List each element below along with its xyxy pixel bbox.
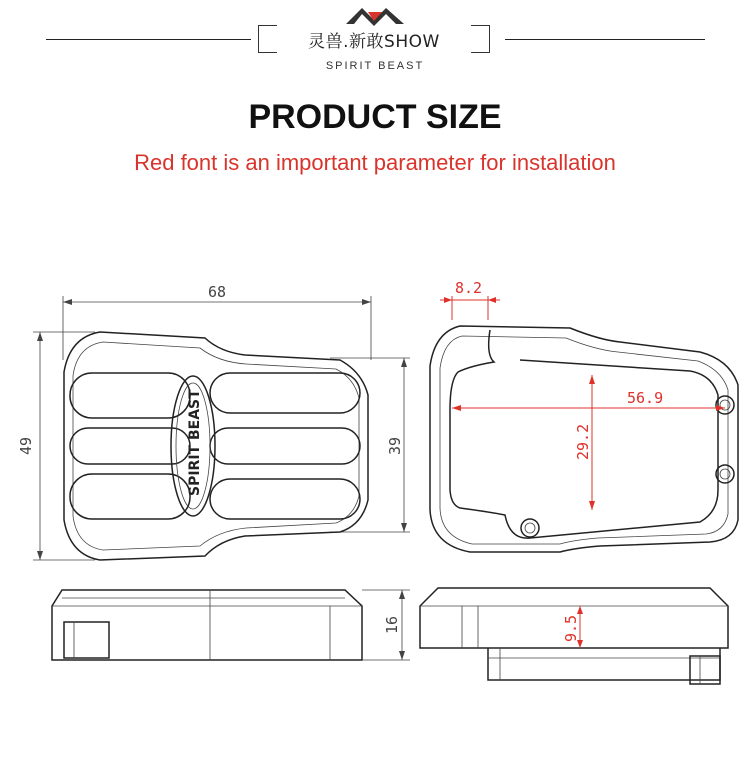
dim-step-height: 9.5 — [562, 614, 580, 642]
dim-inner-height: 29.2 — [574, 423, 592, 460]
side-view-right — [420, 588, 728, 684]
dim-slot-width: 8.2 — [455, 279, 483, 297]
brand-subtitle: SPIRIT BEAST — [325, 60, 425, 72]
side-view-left — [52, 590, 410, 660]
dim-top-width: 68 — [208, 283, 227, 301]
dim-side-height: 16 — [383, 615, 401, 634]
dim-right-height: 39 — [386, 436, 404, 455]
page-subtitle: Red font is an important parameter for installation — [134, 150, 616, 175]
brand-name: 灵兽.新敢SHOW — [308, 31, 440, 52]
bottom-view — [430, 279, 738, 552]
dim-left-height: 49 — [17, 436, 35, 455]
embossed-logo-text: SPIRIT BEAST — [187, 389, 203, 496]
dim-inner-length: 56.9 — [627, 389, 664, 407]
top-view — [17, 283, 410, 560]
page-title: PRODUCT SIZE — [248, 98, 502, 136]
